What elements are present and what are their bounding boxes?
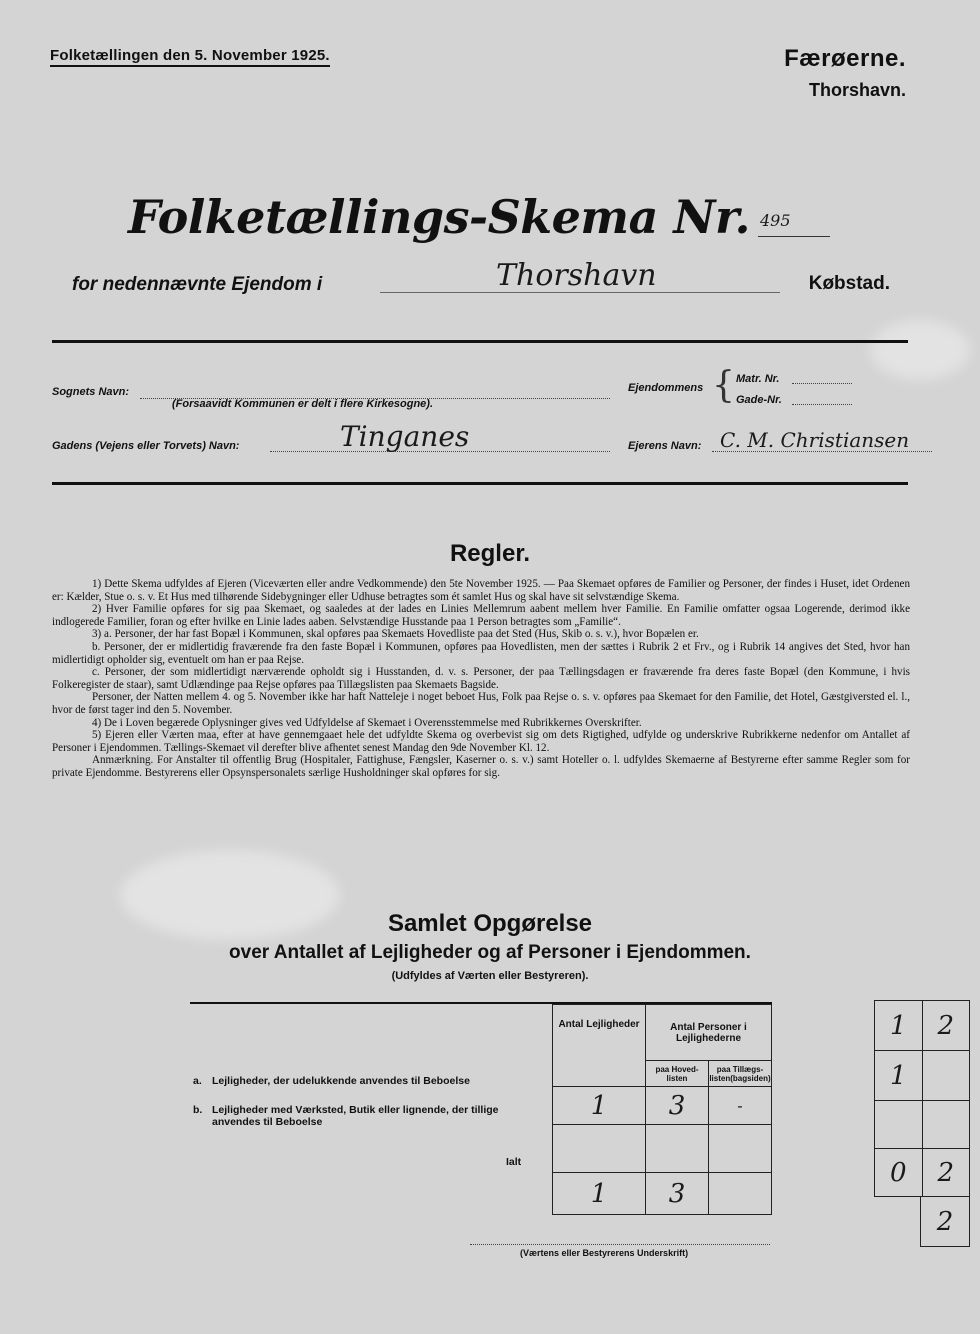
- gadens-label: Gadens (Vejens eller Torvets) Navn:: [52, 440, 240, 452]
- row-a-label: Lejligheder, der udelukkende anvendes til Beboelse: [212, 1075, 470, 1087]
- paper-stain: [870, 320, 970, 380]
- ialt-label: Ialt: [506, 1156, 522, 1168]
- rule-5: 5) Ejeren eller Værten maa, efter at have gennemgaaet hele det udfyldte Skema og overbevist sig om dets Rigtighed, udfylde og underskrive Rubrikkerne nedenfor om Antallet af Personer i Ejendommen. Tællings-Skemaet vil derefter blive afhentet senest Mandag den 9de November Kl. 12.: [52, 729, 910, 754]
- row-b-label: Lejligheder med Værksted, Butik eller lignende, der tillige anvendes til Beboelse: [212, 1104, 499, 1128]
- region-header: Færøerne.: [784, 45, 906, 72]
- ejendommens-label: Ejendommens: [628, 382, 704, 394]
- nr-underline: [758, 236, 830, 237]
- gadens-value[interactable]: Tinganes: [340, 420, 470, 453]
- side-tally-total: [920, 1196, 970, 1247]
- rule-anmaerkning: Anmærkning. For Anstalter til offentlig Brug (Hospitaler, Fattighuse, Fængsler, Kaserner o. s. v.) samt Hoteller o. l. udfyldes Skemaerne af Bestyrerne efter samme Regler som for private Ejendomme. Bestyrerens eller Opsynspersonalets særlige Husholdninger skal opføres for sig.: [52, 754, 910, 779]
- rule-4: 4) De i Loven begærede Oplysninger gives ved Udfyldelse af Skemaet i Overensstemmelse med Rubrikkernes Overskrifter.: [92, 716, 642, 729]
- sognets-note: (Forsaavidt Kommunen er delt i flere Kirkesogne).: [172, 398, 434, 410]
- col-header-personer: Antal Personer i Lejlighederne: [646, 1005, 772, 1061]
- census-date-header: Folketællingen den 5. November 1925.: [50, 47, 330, 67]
- gade-nr-field[interactable]: [792, 404, 852, 405]
- rule-2: 2) Hver Familie opføres for sig paa Skemaet, og saaledes at der lades en Linies Mellemrum aabent mellem hver Familie. En Familie omfatter ogsaa Logerende, derimod ikke indlogerede Familier, foran og efter hvilke en Linie lades aaben. Selvstændige Husstande paa 1 Person betragtes som „Familie“.: [52, 603, 910, 628]
- form-number-value[interactable]: 495: [760, 211, 791, 230]
- place-value[interactable]: Thorshavn: [496, 258, 657, 293]
- sognets-label: Sognets Navn:: [52, 386, 130, 398]
- form-title: Folketællings-Skema Nr.: [128, 190, 750, 244]
- side-r1-c1[interactable]: 1: [875, 1001, 923, 1051]
- rules-text: [52, 578, 910, 780]
- regler-title: Regler.: [449, 540, 531, 567]
- side-r2-c2[interactable]: [922, 1051, 970, 1101]
- section-divider: [52, 340, 908, 343]
- row-b-letter: b.: [193, 1104, 203, 1116]
- samlet-note: (Udfyldes af Værten eller Bestyreren).: [391, 970, 589, 982]
- kobstad-label: Købstad.: [808, 273, 890, 294]
- side-r3-c1[interactable]: [875, 1101, 923, 1149]
- col-header-tillaegslisten: paa Tillægs-listen(bagsiden): [709, 1061, 772, 1087]
- signature-label: (Værtens eller Bestyrerens Underskrift): [520, 1248, 689, 1258]
- side-r2-c1[interactable]: 1: [875, 1051, 923, 1101]
- col-header-lejligheder: Antal Lejligheder: [553, 1005, 646, 1087]
- side-r1-c2[interactable]: 2: [922, 1001, 970, 1051]
- ialt-hovedlisten[interactable]: 3: [646, 1173, 709, 1215]
- section-divider: [52, 482, 908, 485]
- ialt-tillaegslisten[interactable]: [709, 1173, 772, 1215]
- city-header: Thorshavn.: [808, 80, 906, 100]
- rule-3b: b. Personer, der er midlertidig fraværende fra den faste Bopæl i Kommunen, opføres paa Hovedlisten, men der sættes i Rubrik 2 et Frv., og i Rubrik 14 angives det Sted, hvor han midlertidigt opholder sig, eventuelt om han er paa Rejse.: [52, 640, 910, 666]
- ialt-lejligheder[interactable]: 1: [553, 1173, 646, 1215]
- side-r5[interactable]: 2: [921, 1197, 970, 1247]
- side-r4-c2[interactable]: 2: [922, 1149, 970, 1197]
- row-a-lejligheder[interactable]: 1: [553, 1087, 646, 1125]
- col-header-hovedlisten: paa Hoved-listen: [646, 1061, 709, 1087]
- form-subtitle: for nedennævnte Ejendom i: [72, 274, 323, 295]
- row-b-lejligheder[interactable]: [553, 1125, 646, 1173]
- matr-nr-field[interactable]: [792, 383, 852, 384]
- samlet-table: [552, 1004, 772, 1215]
- side-r3-c2[interactable]: [922, 1101, 970, 1149]
- rule-1: 1) Dette Skema udfyldes af Ejeren (Viceværten eller andre Vedkommende) den 5te November 1925. — Paa Skemaet opføres de Familier og Personer, der findes i Huset, idet Ordenen er: Kælder, Stue o. s. v. Et Hus med tilhørende Sidebygninger eller Udhuse betragtes som ét samlet Hus og skal have sit selvstændige Skema.: [52, 578, 910, 603]
- signature-line[interactable]: [470, 1244, 770, 1245]
- side-tally-table: [874, 1000, 970, 1197]
- ejerens-label: Ejerens Navn:: [628, 440, 702, 452]
- brace-symbol: {: [712, 365, 735, 406]
- row-a-hovedlisten[interactable]: 3: [646, 1087, 709, 1125]
- rule-3c: c. Personer, der som midlertidigt nærværende opholdt sig i Husstanden, d. v. s. Personer, der paa Tællingsdagen er fraværende fra deres faste Bopæl (den Kommune, i hvis Folkeregister de staar), samt Udlændinge paa Rejse opføres paa Tillægslisten paa Skemaets Bagside.: [52, 666, 910, 691]
- gade-nr-label: Gade-Nr.: [736, 394, 782, 406]
- side-r4-c1[interactable]: 0: [875, 1149, 923, 1197]
- row-b-hovedlisten[interactable]: [646, 1125, 709, 1173]
- rule-3d: Personer, der Natten mellem 4. og 5. November ikke har haft Natteleje i noget beboet Hus, Folk paa Rejse o. s. v. opføres paa Skemaet for den Familie, det Hotel, Gæstgiversted el. l., hvor de først tager ind den 5. November.: [52, 691, 910, 716]
- row-a-tillaegslisten[interactable]: -: [709, 1087, 772, 1125]
- ejerens-value[interactable]: C. M. Christiansen: [720, 428, 910, 452]
- samlet-title: Samlet Opgørelse: [387, 910, 593, 937]
- rule-3a: 3) a. Personer, der har fast Bopæl i Kommunen, skal opføres paa Skemaets Hovedliste paa det Sted (Hus, Skib o. s. v.), hvor Bopælen er.: [92, 628, 699, 641]
- row-b-tillaegslisten[interactable]: [709, 1125, 772, 1173]
- row-a-letter: a.: [193, 1075, 202, 1087]
- matr-nr-label: Matr. Nr.: [736, 373, 780, 385]
- samlet-subtitle: over Antallet af Lejligheder og af Personer i Ejendommen.: [229, 942, 751, 963]
